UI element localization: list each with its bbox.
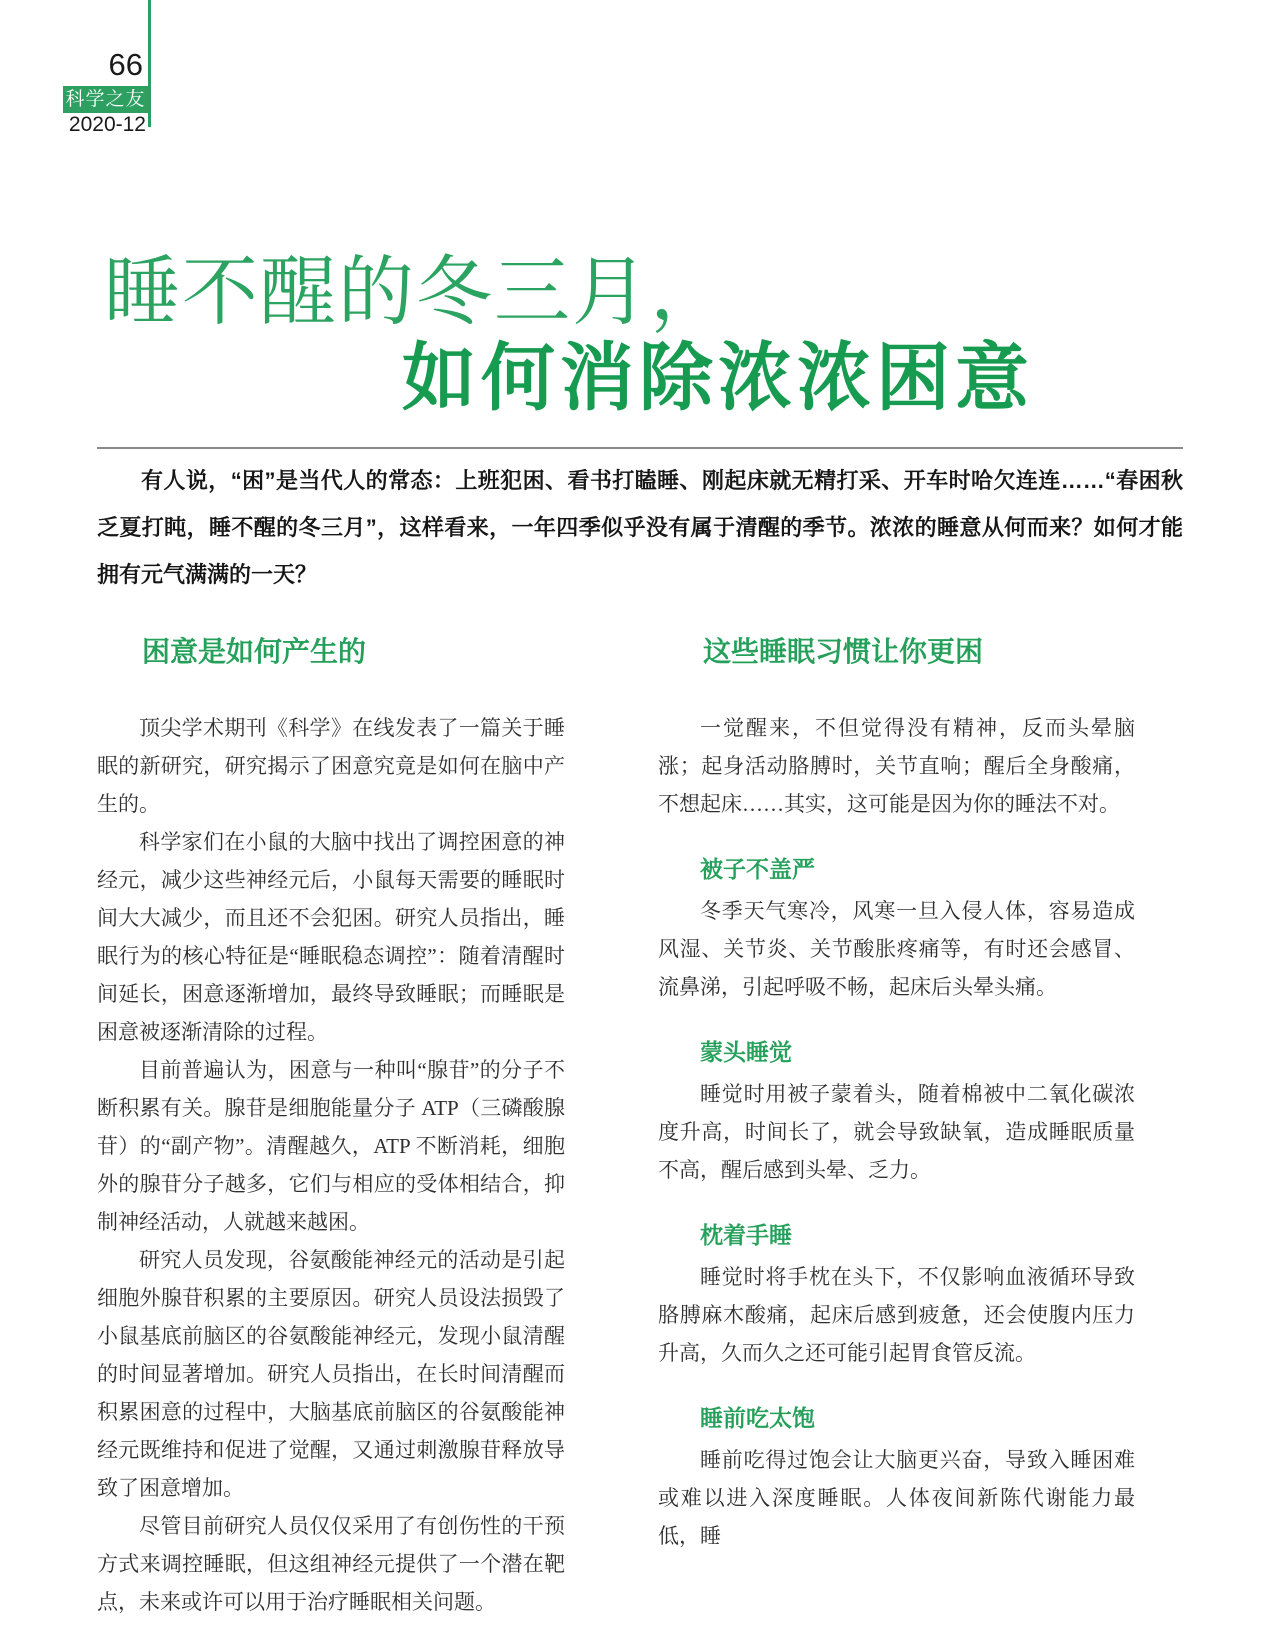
body-paragraph: 目前普遍认为，困意与一种叫“腺苷”的分子不断积累有关。腺苷是细胞能量分子 ATP（三磷酸腺苷）的“副产物”。清醒越久，ATP 不断消耗，细胞外的腺苷分子越多，它们与相应的受体相结合，抑制神经活动，人就越来越困。 bbox=[97, 1058, 565, 1234]
lede-separator-rule bbox=[97, 447, 1183, 449]
article-lede: 有人说，“困”是当代人的常态：上班犯困、看书打瞌睡、刚起床就无精打采、开车时哈欠连连……“春困秋乏夏打盹，睡不醒的冬三月”，这样看来，一年四季似乎没有属于清醒的季节。浓浓的睡意从何而来？如何才能拥有元气满满的一天？ bbox=[97, 468, 1183, 587]
body-paragraph: 尽管目前研究人员仅仅采用了有创伤性的干预方式来调控睡眠，但这组神经元提供了一个潜在靶点，未来或许可以用于治疗睡眠相关问题。 bbox=[97, 1514, 565, 1614]
subsection bbox=[658, 1220, 1135, 1372]
body-paragraph: 睡前吃得过饱会让大脑更兴奋，导致入睡困难或难以进入深度睡眠。人体夜间新陈代谢能力最低，睡 bbox=[658, 1448, 1135, 1548]
magazine-name-badge: 科学之友 bbox=[63, 86, 148, 113]
left-column bbox=[97, 635, 565, 1621]
body-paragraph: 冬季天气寒冷，风寒一旦入侵人体，容易造成风湿、关节炎、关节酸胀疼痛等，有时还会感冒、流鼻涕，引起呼吸不畅，起床后头晕头痛。 bbox=[658, 899, 1135, 999]
body-paragraph: 睡觉时将手枕在头下，不仅影响血液循环导致胳膊麻木酸痛，起床后感到疲惫，还会使腹内压力升高，久而久之还可能引起胃食管反流。 bbox=[658, 1265, 1135, 1365]
article-title-line2: 如何消除浓浓困意 bbox=[402, 336, 1034, 419]
right-column bbox=[658, 635, 1135, 1555]
article-title-line1: 睡不醒的冬三月， bbox=[104, 250, 728, 335]
subsection bbox=[658, 1037, 1135, 1189]
subsection-heading: 被子不盖严 bbox=[700, 856, 815, 882]
subsection-heading: 蒙头睡觉 bbox=[700, 1039, 792, 1065]
subsection-heading: 睡前吃太饱 bbox=[700, 1405, 815, 1431]
body-paragraph: 科学家们在小鼠的大脑中找出了调控困意的神经元，减少这些神经元后，小鼠每天需要的睡眠时间大大减少，而且还不会犯困。研究人员指出，睡眠行为的核心特征是“睡眠稳态调控”：随着清醒时间延长，困意逐渐增加，最终导致睡眠；而睡眠是困意被逐渐清除的过程。 bbox=[97, 830, 565, 1044]
page-number: 66 bbox=[108, 47, 143, 82]
issue-date: 2020-12 bbox=[68, 113, 146, 136]
subsection-heading: 枕着手睡 bbox=[700, 1222, 792, 1248]
body-paragraph: 顶尖学术期刊《科学》在线发表了一篇关于睡眠的新研究，研究揭示了困意究竟是如何在脑中产生的。 bbox=[97, 716, 565, 816]
section-heading-right: 这些睡眠习惯让你更困 bbox=[703, 636, 984, 667]
body-paragraph: 一觉醒来，不但觉得没有精神，反而头晕脑涨；起身活动胳膊时，关节直响；醒后全身酸痛，不想起床……其实，这可能是因为你的睡法不对。 bbox=[658, 716, 1135, 816]
subsection bbox=[658, 1403, 1135, 1555]
section-heading-left: 困意是如何产生的 bbox=[142, 636, 367, 667]
body-paragraph: 研究人员发现，谷氨酸能神经元的活动是引起细胞外腺苷积累的主要原因。研究人员设法损毁了小鼠基底前脑区的谷氨酸能神经元，发现小鼠清醒的时间显著增加。研究人员指出，在长时间清醒而积累困意的过程中，大脑基底前脑区的谷氨酸能神经元既维持和促进了觉醒，又通过刺激腺苷释放导致了困意增加。 bbox=[97, 1248, 565, 1500]
subsection bbox=[658, 854, 1135, 1006]
folio-divider-line bbox=[148, 0, 151, 127]
body-paragraph: 睡觉时用被子蒙着头，随着棉被中二氧化碳浓度升高，时间长了，就会导致缺氧，造成睡眠质量不高，醒后感到头晕、乏力。 bbox=[658, 1082, 1135, 1182]
